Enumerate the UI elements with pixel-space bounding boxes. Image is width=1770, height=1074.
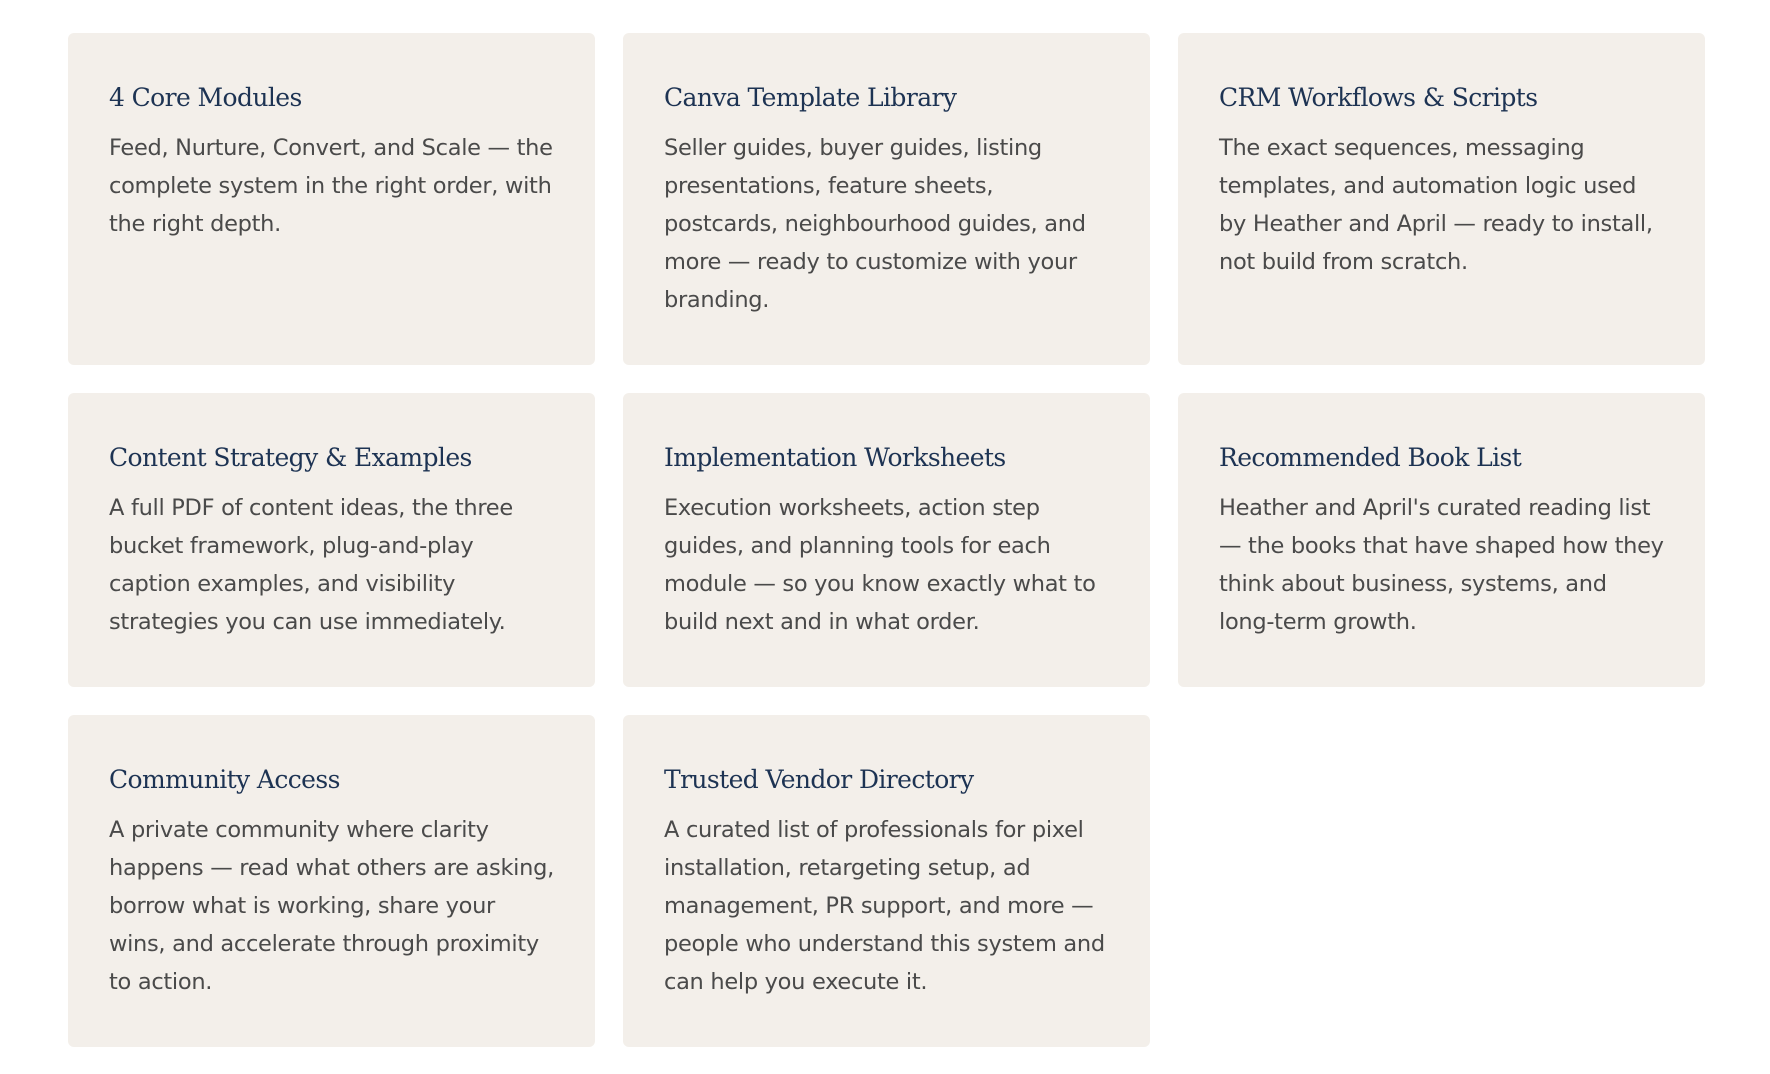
card-title: CRM Workflows & Scripts bbox=[1219, 83, 1538, 112]
feature-card-trusted-vendor-directory bbox=[623, 715, 1150, 1047]
card-description: A full PDF of content ideas, the three bucket framework, plug-and-play caption examples, and visibility strategies you can use immediately. bbox=[109, 495, 513, 635]
card-description: A private community where clarity happens — read what others are asking, borrow what is working, share your wins, and accelerate through proximity to action. bbox=[109, 817, 554, 995]
card-description: A curated list of professionals for pixel installation, retargeting setup, ad management, PR support, and more — people who understand this system and can help you execute it. bbox=[664, 817, 1105, 995]
card-description: Seller guides, buyer guides, listing presentations, feature sheets, postcards, neighbourhood guides, and more — ready to customize with your branding. bbox=[664, 135, 1086, 313]
card-title: Recommended Book List bbox=[1219, 443, 1522, 472]
feature-card-recommended-book-list bbox=[1178, 393, 1705, 687]
card-description: Feed, Nurture, Convert, and Scale — the complete system in the right order, with the right depth. bbox=[109, 135, 553, 237]
card-title: Implementation Worksheets bbox=[664, 443, 1006, 472]
card-title: Canva Template Library bbox=[664, 83, 957, 112]
feature-card-community-access bbox=[68, 715, 595, 1047]
feature-card-grid bbox=[68, 33, 1704, 1047]
card-title: 4 Core Modules bbox=[109, 83, 302, 112]
card-description: Execution worksheets, action step guides, and planning tools for each module — so you know exactly what to build next and in what order. bbox=[664, 495, 1096, 635]
card-description: The exact sequences, messaging templates, and automation logic used by Heather and April — ready to install, not build from scratch. bbox=[1219, 135, 1653, 275]
card-title: Trusted Vendor Directory bbox=[664, 765, 974, 794]
feature-card-crm-workflows bbox=[1178, 33, 1705, 365]
card-title: Content Strategy & Examples bbox=[109, 443, 472, 472]
card-description: Heather and April's curated reading list — the books that have shaped how they think about business, systems, and long-term growth. bbox=[1219, 495, 1664, 635]
card-title: Community Access bbox=[109, 765, 340, 794]
feature-card-canva-template-library bbox=[623, 33, 1150, 365]
feature-card-implementation-worksheets bbox=[623, 393, 1150, 687]
feature-card-content-strategy bbox=[68, 393, 595, 687]
feature-card-core-modules bbox=[68, 33, 595, 365]
